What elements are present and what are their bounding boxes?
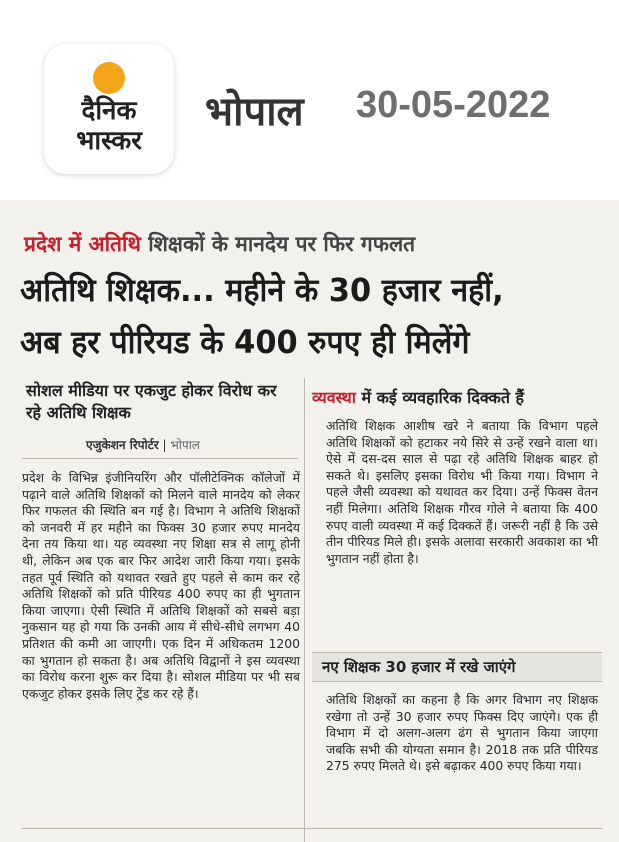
- divider: [22, 458, 298, 459]
- right-column-heading: [312, 386, 524, 408]
- kicker-text: शिक्षकों के मानदेय पर फिर गफलत: [148, 232, 416, 256]
- right-heading-text: में कई व्यवहारिक दिक्कते हैं: [361, 388, 525, 407]
- bottom-divider: [22, 828, 602, 829]
- subheadline: सोशल मीडिया पर एकजुट होकर विरोध कर रहे अतिथि शिक्षक: [26, 381, 277, 422]
- subheading-box: [312, 652, 602, 682]
- page-header: [0, 0, 619, 200]
- left-column-body: प्रदेश के विभिन्न इंजीनियरिंग और पॉलीटेक्निक कॉलेजों में पढ़ाने वाले अतिथि शिक्षकों को मिलने वाले मानदेय को लेकर फिर गफलत की स्थिति बन गई है। विभाग ने अतिथि शिक्षकों को जनवरी में हर महीने का फिक्स 30 हजार रुपए मानदेय देना तय किया था। यह व्यवस्था नए शिक्षा सत्र से लागू होनी थी, लेकिन अब एक बार फिर आदेश जारी किया गया। इसके तहत पूर्व स्थिति को यथावत रखते हुए पहले से काम कर रहे अतिथि शिक्षकों को प्रति पीरियड 400 रुपए का ही भुगतान किया जाएगा। ऐसी स्थिति में अतिथि शिक्षकों को सबसे बड़ा नुकसान यह हो गया कि उनकी आय में सीधे-सीधे लगभग 40 प्रतिशत की कमी आ जाएगी। एक दिन में अधिकतम 1200 का भुगतान हो सकता है। अब अतिथि विद्वानों ने इस व्यवस्था का विरोध करना शुरू कर दिया है। सोशल मीडिया पर भी सब एकजुट होकर इसके लिए ट्रेंड कर रहे हैं।: [22, 470, 300, 701]
- newspaper-clipping: [0, 200, 619, 842]
- logo-word-2: भास्कर: [76, 126, 142, 156]
- headline-line-1: अतिथि शिक्षक... महीने के 30 हजार नहीं,: [20, 271, 504, 309]
- kicker: [24, 230, 415, 258]
- byline-author: एजुकेशन रिपोर्टर: [86, 438, 159, 452]
- headline-line-2: अब हर पीरियड के 400 रुपए ही मिलेंगे: [20, 323, 470, 361]
- byline-separator: |: [162, 438, 171, 452]
- edition-city: भोपाल: [205, 89, 304, 135]
- right-column-body-1: अतिथि शिक्षक आशीष खरे ने बताया कि विभाग पहले अतिथि शिक्षकों को हटाकर नये सिरे से उन्हें रखने वाला था। ऐसे में दस-दस साल से पढ़ा रहे अतिथि शिक्षक बाहर हो सकते थे। इसलिए इसका विरोध भी किया गया। विभाग ने पहले जैसी व्यवस्था को यथावत कर दिया। उन्हें फिक्स वेतन नहीं मिलेगा। अतिथि शिक्षक गौरव गोले ने बताया कि 400 रुपए वाली व्यवस्था में कई दिक्कतें हैं। जरूरी नहीं है कि उसे तीन पीरियड मिले ही। इसके अलावा सरकारी अवकाश का भी भुगतान नहीं होता है।: [326, 418, 598, 566]
- dainik-bhaskar-logo: [44, 44, 174, 174]
- right-column-body-2: अतिथि शिक्षकों का कहना है कि अगर विभाग नए शिक्षक रखेगा तो उन्हें 30 हजार रुपए फिक्स दिए जाएंगे। एक ही विभाग में दो अलग-अलग ढंग से भुगतान किया जाएगा जबकि सभी की योग्यता समान है। 2018 तक प्रति पीरियड 275 रुपए मिलते थे। इसे बढ़ाकर 400 रुपए किया गया।: [326, 692, 598, 774]
- sun-icon: [93, 62, 125, 94]
- logo-word-1: दैनिक: [81, 96, 137, 126]
- byline-place: भोपाल: [170, 438, 200, 452]
- edition-date: 30-05-2022: [356, 84, 551, 126]
- column-divider: [304, 378, 305, 842]
- kicker-highlight: प्रदेश में अतिथि: [24, 232, 141, 256]
- subheading-box-text: नए शिक्षक 30 हजार में रखे जाएंगे: [322, 658, 516, 676]
- byline: [86, 436, 200, 453]
- right-heading-highlight: व्यवस्था: [312, 388, 356, 407]
